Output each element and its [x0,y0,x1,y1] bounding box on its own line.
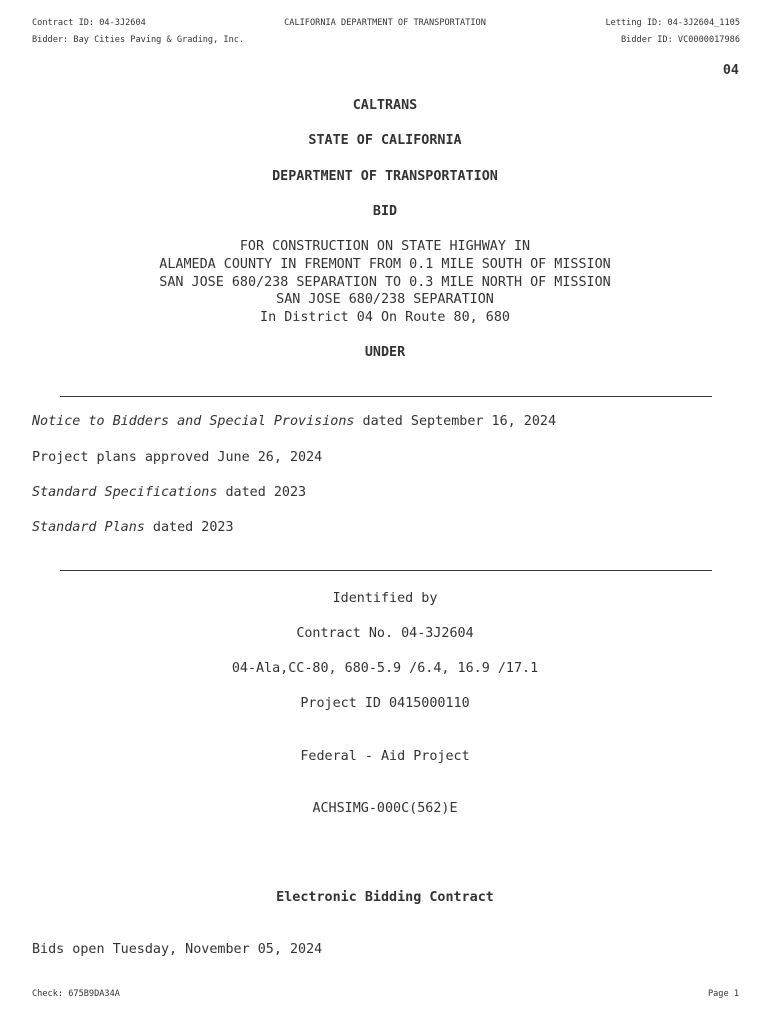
title-department: DEPARTMENT OF TRANSPORTATION [272,169,498,184]
project-description [0,238,770,327]
contract-number: Contract No. 04-3J2604 [296,626,474,641]
federal-aid-number: ACHSIMG-000C(562)E [312,801,458,816]
divider [60,570,712,571]
divider [60,396,712,397]
reference-line [32,450,322,465]
description-line: SAN JOSE 680/238 SEPARATION [276,292,494,308]
bidder-name: Bidder: Bay Cities Paving & Grading, Inc. [32,35,245,45]
title-bid: BID [372,204,398,219]
page-number: Page 1 [707,989,739,999]
contract-type: Electronic Bidding Contract [276,890,494,905]
reference-text: dated 2023 [144,520,234,535]
project-id: Project ID 0415000110 [300,696,470,711]
reference-italic: Notice to Bidders and Special Provisions [32,414,355,429]
bid-open-date: Bids open Tuesday, November 05, 2024 [32,942,323,957]
reference-italic: Standard Plans [32,520,145,535]
reference-line [32,485,306,500]
description-line: In District 04 On Route 80, 680 [260,310,510,326]
identified-by: Identified by [332,591,438,606]
description-line: FOR CONSTRUCTION ON STATE HIGHWAY IN [239,239,531,254]
check-code: Check: 675B9DA34A [32,989,120,999]
reference-line [32,414,556,429]
title-state: STATE OF CALIFORNIA [308,133,462,148]
reference-text: dated 2023 [217,485,307,500]
description-line: ALAMEDA COUNTY IN FREMONT FROM 0.1 MILE SOUTH OF MISSION [159,256,611,272]
bidder-id: Bidder ID: VC0000017986 [621,35,740,45]
title-caltrans: CALTRANS [352,98,418,113]
agency-name: CALIFORNIA DEPARTMENT OF TRANSPORTATION [284,18,486,28]
letting-id: Letting ID: 04-3J2604_1105 [605,18,740,28]
district-number: 04 [722,63,739,78]
description-line: SAN JOSE 680/238 SEPARATION TO 0.3 MILE NORTH OF MISSION [159,274,611,290]
project-location: 04-Ala,CC-80, 680-5.9 /6.4, 16.9 /17.1 [231,661,539,676]
reference-italic: Standard Specifications [32,485,218,500]
contract-id: Contract ID: 04-3J2604 [32,18,146,28]
reference-text: dated September 16, 2024 [354,414,557,429]
federal-aid-label: Federal - Aid Project [300,749,470,764]
under-label: UNDER [364,345,406,360]
reference-text: Project plans approved June 26, 2024 [32,450,323,465]
reference-line [32,520,234,535]
